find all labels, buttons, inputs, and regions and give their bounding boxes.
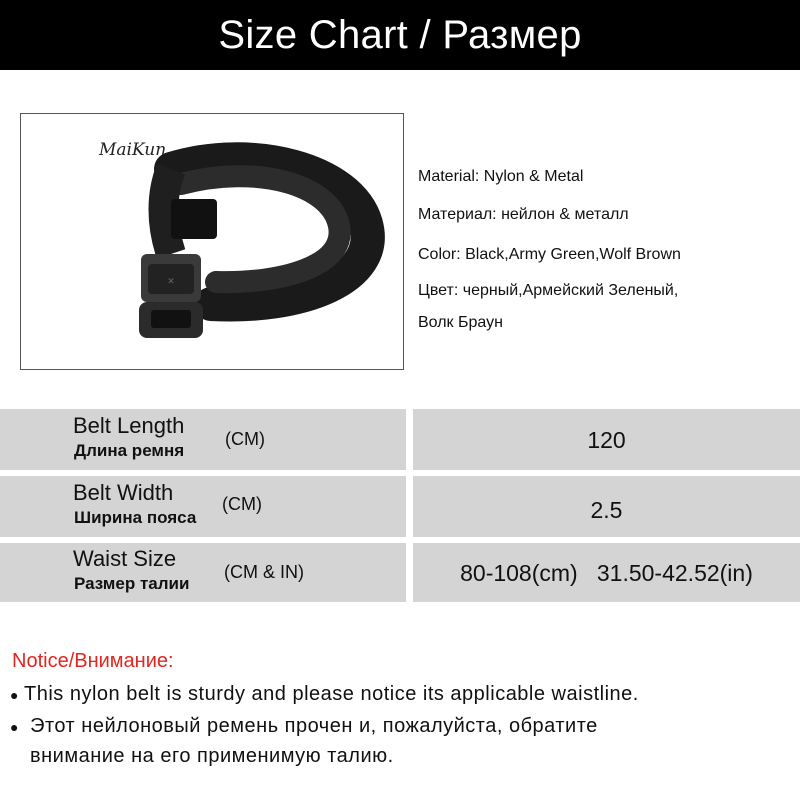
spec-material-ru: Материал: нейлон & металл xyxy=(418,206,629,223)
row-label-ru: Размер талии xyxy=(74,574,190,593)
row-unit: (CM & IN) xyxy=(224,562,304,582)
row-label-en: Waist Size xyxy=(73,546,177,571)
notice-item xyxy=(10,715,598,738)
notice-item xyxy=(10,683,639,706)
bullet-icon: ● xyxy=(10,719,19,735)
row-label-en: Belt Width xyxy=(73,480,174,505)
svg-text:✕: ✕ xyxy=(167,277,175,287)
table-row-value xyxy=(413,543,800,602)
row-label-ru: Ширина пояса xyxy=(74,508,197,527)
spec-color-ru-cont: Волк Браун xyxy=(418,314,503,331)
belt-image xyxy=(21,114,405,371)
table-row-label xyxy=(0,476,406,537)
row-label-ru: Длина ремня xyxy=(74,441,185,460)
page-title: Size Chart / Размер xyxy=(218,12,582,57)
notice-title: Notice/Внимание: xyxy=(12,650,174,672)
row-value: 80-108(cm) 31.50-42.52(in) xyxy=(460,560,753,586)
product-photo xyxy=(20,113,404,370)
page-header xyxy=(0,0,800,70)
notice-text-continued: внимание на его применимую талию. xyxy=(30,745,394,767)
bullet-icon: ● xyxy=(10,687,19,703)
row-unit: (CM) xyxy=(225,429,265,449)
row-label-en: Belt Length xyxy=(73,413,185,438)
table-row-label xyxy=(0,543,406,602)
table-row-value xyxy=(413,476,800,537)
spec-color-en: Color: Black,Army Green,Wolf Brown xyxy=(418,246,681,263)
row-unit: (CM) xyxy=(222,494,262,514)
spec-material-en: Material: Nylon & Metal xyxy=(418,168,584,185)
brand-logo: MaiKun xyxy=(99,140,167,160)
notice-text: Этот нейлоновый ремень прочен и, пожалуйста, обратите xyxy=(30,715,598,737)
spec-color-ru: Цвет: черный,Армейский Зеленый, xyxy=(418,282,679,299)
row-value: 2.5 xyxy=(590,497,623,523)
row-value: 120 xyxy=(587,427,626,453)
table-row-label xyxy=(0,409,406,470)
notice-text: This nylon belt is sturdy and please notice its applicable waistline. xyxy=(24,683,639,705)
table-row-value xyxy=(413,409,800,470)
